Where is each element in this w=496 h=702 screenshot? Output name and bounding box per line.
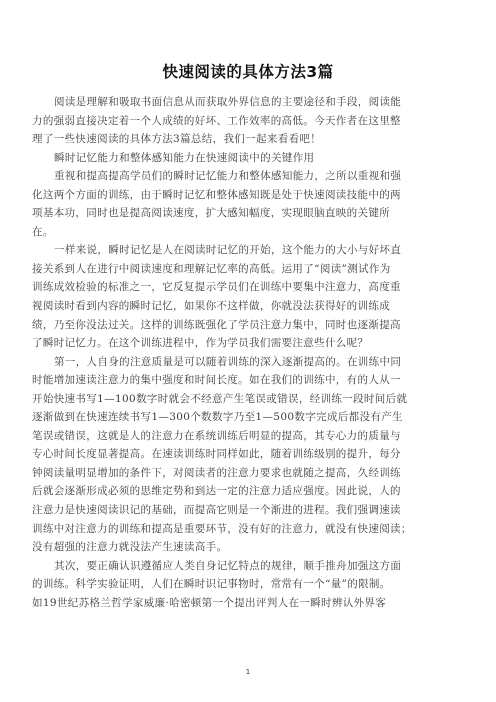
text-line: 后就会逐渐形成必须的思维定势和到达一定的注意力适应强度。因此说，人的 [32, 485, 401, 498]
document-title: 快速阅读的具体方法3篇 [162, 63, 334, 81]
text-line: 视阅读时看到内容的瞬时记忆，如果你不这样做，你就没法获得好的训练成 [32, 300, 391, 313]
text-line: 开始快速书写1—100数字时就会不经意产生笔误或错误，经训练一段时间后就 [32, 392, 408, 405]
text-line: 训练成效检验的标准之一，它反复提示学员们在训练中要集中注意力，高度重 [32, 281, 401, 294]
text-line: 逐渐做到在快速连续书写1—300个数数字乃至1—500数字完成后都没有产生 [32, 411, 403, 424]
text-line: 力的强弱直接决定着一个人成绩的好坏、工作效率的高低。今天作者在这里整 [32, 114, 401, 127]
text-line: 没有超强的注意力就没法产生速读高手。 [32, 541, 228, 554]
text-line: 训练中对注意力的训练和提高是重要环节，没有好的注意力，就没有快速阅读； [32, 522, 412, 535]
text-line: 其次，要正确认识遵循应人类自身记忆特点的规律，顺手推舟加强这方面 [54, 559, 402, 572]
text-line: 时能增加速读注意力的集中强度和时间长度。如在我们的训练中，有的人从一 [32, 374, 401, 387]
text-line: 了瞬时记忆力。在这个训练进程中，作为学员我们需要注意些什么呢？ [32, 337, 369, 350]
text-line: 阅读是理解和吸取书面信息从而获取外界信息的主要途径和手段，阅读能 [54, 96, 402, 108]
text-line: 如19世纪苏格兰哲学家威廉·哈密顿第一个提出评判人在一瞬时辨认外界客 [32, 596, 387, 609]
text-line: 重视和提高提高学员们的瞬时记忆能力和整体感知能力，之所以重视和强 [54, 170, 402, 183]
text-line: 绩，乃至你没法过关。这样的训练既强化了学员注意力集中，同时也逐渐提高 [32, 318, 401, 331]
text-line: 瞬时记忆能力和整体感知能力在快速阅读中的关键作用 [54, 151, 315, 164]
text-line: 注意力是快速阅读识记的基础，而提高它则是一个渐进的进程。我们强调速读 [32, 504, 401, 517]
text-line: 第一，人自身的注意质量是可以随着训练的深入逐渐提高的。在训练中同 [54, 355, 402, 368]
text-line: 接关系到人在进行中阅读速度和理解记忆率的高低。运用了“阅读”测试作为 [32, 262, 391, 275]
text-line: 化这两个方面的训练，由于瞬时记忆和整体感知既是处于快速阅读技能中的两 [32, 188, 401, 201]
page-number: 1 [245, 668, 251, 676]
text-line: 在。 [32, 225, 54, 238]
text-line: 笔误或错误，这就是人的注意力在系统训练后明显的提高，其专心力的质量与 [32, 429, 401, 442]
text-line: 一样来说，瞬时记忆是人在阅读时记忆的开始，这个能力的大小与好坏直 [54, 244, 402, 257]
document-body [32, 93, 466, 612]
text-line: 理了一些快速阅读的具体方法3篇总结，我们一起来看看吧！ [32, 133, 322, 146]
text-line: 专心时间长度显著提高。在速读训练时同样如此，随着训练级别的提升，每分 [32, 448, 401, 461]
text-line: 钟阅读量明显增加的条件下，对阅读者的注意力要求也就随之提高，久经训练 [32, 466, 401, 479]
text-line: 项基本功，同时也是提高阅读速度，扩大感知幅度，实现眼脑直映的关键所 [32, 207, 391, 220]
text-line: 的训练。科学实验证明，人们在瞬时识记事物时，常常有一个“量”的限制。 [32, 578, 391, 591]
